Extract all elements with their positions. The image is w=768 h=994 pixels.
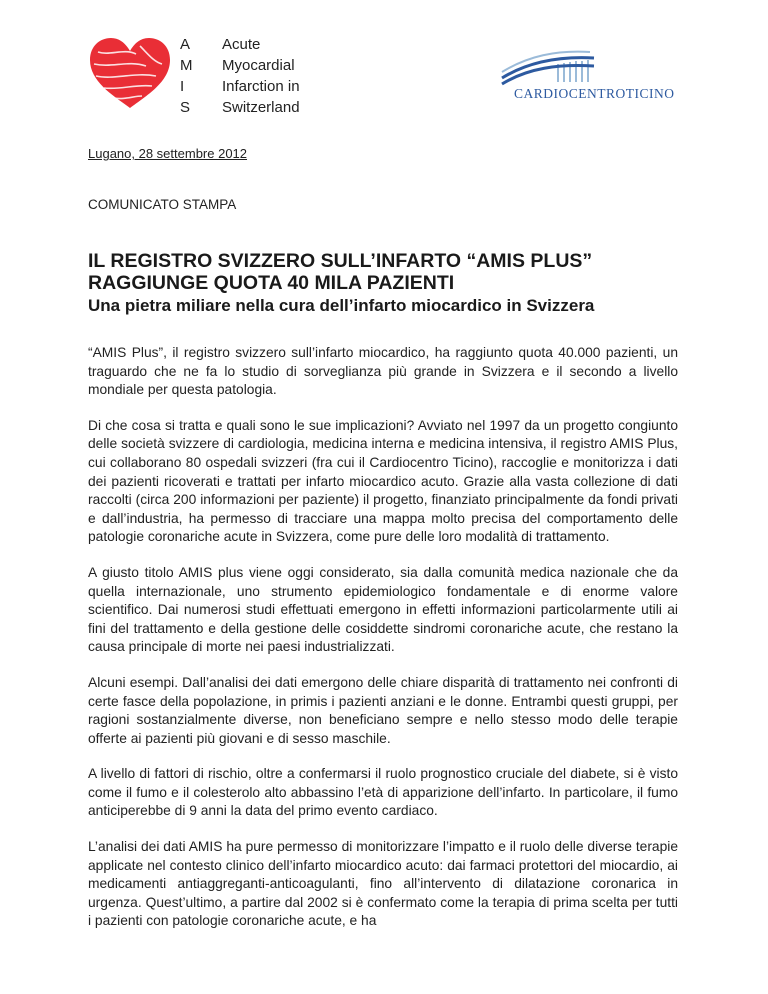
paragraph: A livello di fattori di rischio, oltre a confermarsi il ruolo prognostico cruciale del diabete, si è visto come il fumo e il colesterolo alto abbassino l’età di apparizione dell’infarto. In particolare, il fumo anticiperebbe di 9 anni la data del primo evento cardiaco. xyxy=(88,766,678,819)
article-body xyxy=(88,344,678,948)
amis-word: Infarction in xyxy=(222,78,300,95)
press-label: COMUNICATO STAMPA xyxy=(88,197,237,212)
cardiocentro-wordmark: CARDIOCENTROTICINO xyxy=(514,86,675,101)
paragraph: Di che cosa si tratta e quali sono le sue implicazioni? Avviato nel 1997 da un progetto congiunto delle società svizzere di cardiologia, medicina interna e medicina intensiva, il registro AMIS Plus, cui collaborano 80 ospedali svizzeri (fra cui il Cardiocentro Ticino), raccoglie e monitorizza i dati dei pazienti ricoverati e trattati per infarto miocardico acuto. Grazie alla vasta collezione di dati raccolti (circa 200 informazioni per paziente) il progetto, finanziato principalmente da fondi privati e dall’industria, ha permesso di tracciare una mappa molto precisa del comportamento delle patologie coronariche acute in Svizzera, come pure delle loro modalità di trattamento. xyxy=(88,417,678,545)
amis-letter: M xyxy=(180,57,193,74)
paragraph: L’analisi dei dati AMIS ha pure permesso di monitorizzare l’impatto e il ruolo delle diverse terapie applicate nel contesto clinico dell’infarto miocardico acuto: dai farmaci protettori del miocardio, ai medicamenti antiaggreganti-anticoagulanti, fino all’intervento di dilatazione coronarica in urgenza. Quest’ultimo, a partire dal 2002 si è confermato come la terapia di prima scelta per tutti i pazienti con patologie coronariche acute, e ha xyxy=(88,839,678,929)
amis-wordmark xyxy=(176,34,300,118)
subheadline: Una pietra miliare nella cura dell’infarto miocardico in Svizzera xyxy=(88,296,595,315)
amis-word: Acute xyxy=(222,36,261,53)
amis-word: Switzerland xyxy=(222,99,300,116)
amis-word: Myocardial xyxy=(222,57,295,74)
amis-letter: A xyxy=(180,36,191,53)
paragraph: Alcuni esempi. Dall’analisi dei dati emergono delle chiare disparità di trattamento nei confronti di certe fasce della popolazione, in primis i pazienti anziani e le donne. Entrambi questi gruppi, per ragioni sostanzialmente diverse, non beneficiano sempre e nello stesso modo delle terapie offerte ai pazienti più giovani e di sesso maschile. xyxy=(88,674,678,746)
amis-row xyxy=(176,55,300,76)
dateline: Lugano, 28 settembre 2012 xyxy=(88,146,248,161)
paragraph: “AMIS Plus”, il registro svizzero sull’infarto miocardico, ha raggiunto quota 40.000 pazienti, un traguardo che ne fa lo studio di sorveglianza più grande in Svizzera e il secondo a livello mondiale per questa patologia. xyxy=(88,345,678,398)
headline: IL REGISTRO SVIZZERO SULL’INFARTO “AMIS PLUS” RAGGIUNGE QUOTA 40 MILA PAZIENTI xyxy=(88,250,593,294)
amis-letter: S xyxy=(180,99,191,116)
amis-heart-logo xyxy=(84,34,176,112)
amis-row xyxy=(176,97,300,118)
amis-letter: I xyxy=(180,78,185,95)
paragraph: A giusto titolo AMIS plus viene oggi considerato, sia dalla comunità medica nazionale che da quella internazionale, uno strumento epidemiologico fondamentale e di enorme valore scientifico. Dai numerosi studi effettuati emergono in effetti informazioni particolarmente utili ai fini del trattamento e della gestione delle cosiddette sindromi coronariche acute, che restano la causa principale di morte nei paesi industrializzati. xyxy=(88,564,678,655)
amis-row xyxy=(176,34,300,55)
amis-row xyxy=(176,76,300,97)
